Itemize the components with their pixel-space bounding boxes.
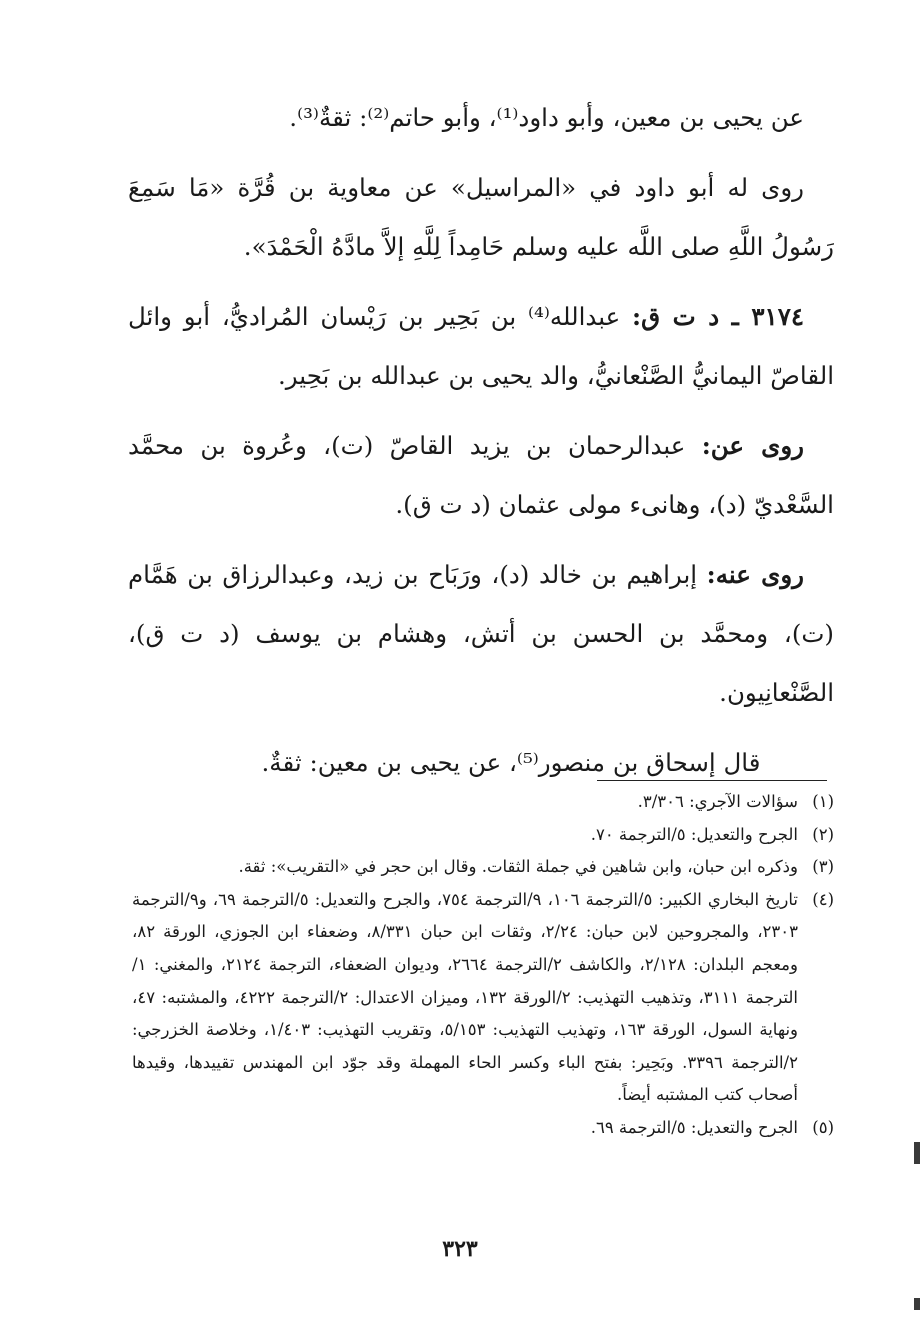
paragraph-text: عبدالله⁽⁴⁾ بن بَحِير بن رَيْسان المُراديُّ، أبو وائل القاصّ اليمانيُّ الصَّنْعانيُّ، والد يحيى بن عبدالله بن بَحِير. (128, 302, 834, 390)
footnote-text: تاريخ البخاري الكبير: ٥/الترجمة ١٠٦، ٩/الترجمة ٧٥٤، والجرح والتعديل: ٥/الترجمة ٦٩، و٩/الترجمة ٢٣٠٣، والمجروحين لابن حبان: ٢/٢٤، وثقات ابن حبان ٨/٣٣١، وضعفاء ابن الجوزي، الورقة ٨٢، ومعجم البلدان: ٢/١٢٨، والكاشف ٢/الترجمة ٢٦٦٤، وديوان الضعفاء، الترجمة ٢١٢٤، والمغني: ١/الترجمة ٣١١١، وتذهيب التهذيب: ٢/الورقة ١٣٢، وميزان الاعتدال: ٢/الترجمة ٤٢٢٢، والمشتبه: ٤٧، ونهاية السول، الورقة ١٦٣، وتهذيب التهذيب: ٥/١٥٣، وتقريب التهذيب: ١/٤٠٣، وخلاصة الخزرجي: ٢/الترجمة ٣٣٩٦. وبَحِير: بفتح الباء وكسر الحاء المهملة وقد جوّد ابن المهندس تقييدها، وقيدها أصحاب كتب المشتبه أيضاً. (132, 889, 798, 1105)
paragraph (128, 158, 834, 276)
footnote (132, 851, 834, 884)
paragraph (128, 88, 834, 147)
footnote-number: (٤) (812, 889, 834, 909)
footnote-number: (١) (812, 792, 834, 811)
paragraph-text: إبراهيم بن خالد (د)، ورَبَاح بن زيد، وعبدالرزاق بن هَمَّام (ت)، ومحمَّد بن الحسن بن أتش، وهشام بن يوسف (د ت ق)، الصَّنْعانِيون. (128, 560, 834, 707)
footnote (132, 1112, 834, 1145)
paragraph-text: روى له أبو داود في «المراسيل» عن معاوية بن قُرَّة «مَا سَمِعَ رَسُولُ اللَّهِ صلى اللَّه عليه وسلم حَامِداً لِلَّهِ إلاَّ مادَّهُ الْحَمْدَ». (128, 173, 834, 261)
entry-heading-paragraph (128, 287, 834, 405)
footnote-number: (٣) (812, 857, 834, 877)
scan-edge-mark (914, 1298, 920, 1310)
paragraph (128, 545, 834, 722)
paragraph (128, 416, 834, 534)
footnote-text: سؤالات الآجري: ٣/٣٠٦. (637, 792, 798, 811)
footnote-text: الجرح والتعديل: ٥/الترجمة ٦٩. (590, 1117, 798, 1137)
footnotes (132, 786, 834, 1145)
footnote (132, 786, 834, 819)
footnote-text: وذكره ابن حبان، وابن شاهين في جملة الثقات. وقال ابن حجر في «التقريب»: ثقة. (238, 857, 798, 877)
footnote-text: الجرح والتعديل: ٥/الترجمة ٧٠. (590, 824, 798, 844)
footnote (132, 819, 834, 852)
footnote-number: (٥) (812, 1117, 834, 1137)
paragraph-lead: روى عنه: (706, 560, 805, 589)
page-number: ٣٢٣ (442, 1236, 478, 1262)
entry-number: ٣١٧٤ ـ د ت ق: (632, 302, 805, 331)
paragraph-text: عبدالرحمان بن يزيد القاصّ (ت)، وعُروة بن محمَّد السَّعْديّ (د)، وهانىء مولى عثمان (د ت ق). (128, 431, 834, 519)
paragraph-text: عن يحيى بن معين، وأبو داود⁽¹⁾، وأبو حاتم⁽²⁾: ثقةٌ⁽³⁾. (289, 103, 804, 132)
paragraph (128, 733, 834, 792)
footnote-number: (٢) (812, 824, 834, 844)
paragraph-lead: روى عن: (701, 431, 804, 460)
main-text (128, 88, 834, 803)
paragraph-text: قال إسحاق بن منصور⁽⁵⁾، عن يحيى بن معين: ثقةٌ. (261, 748, 761, 777)
footnote-separator (597, 780, 827, 781)
footnote (132, 884, 834, 1112)
scan-edge-mark (914, 1142, 920, 1164)
